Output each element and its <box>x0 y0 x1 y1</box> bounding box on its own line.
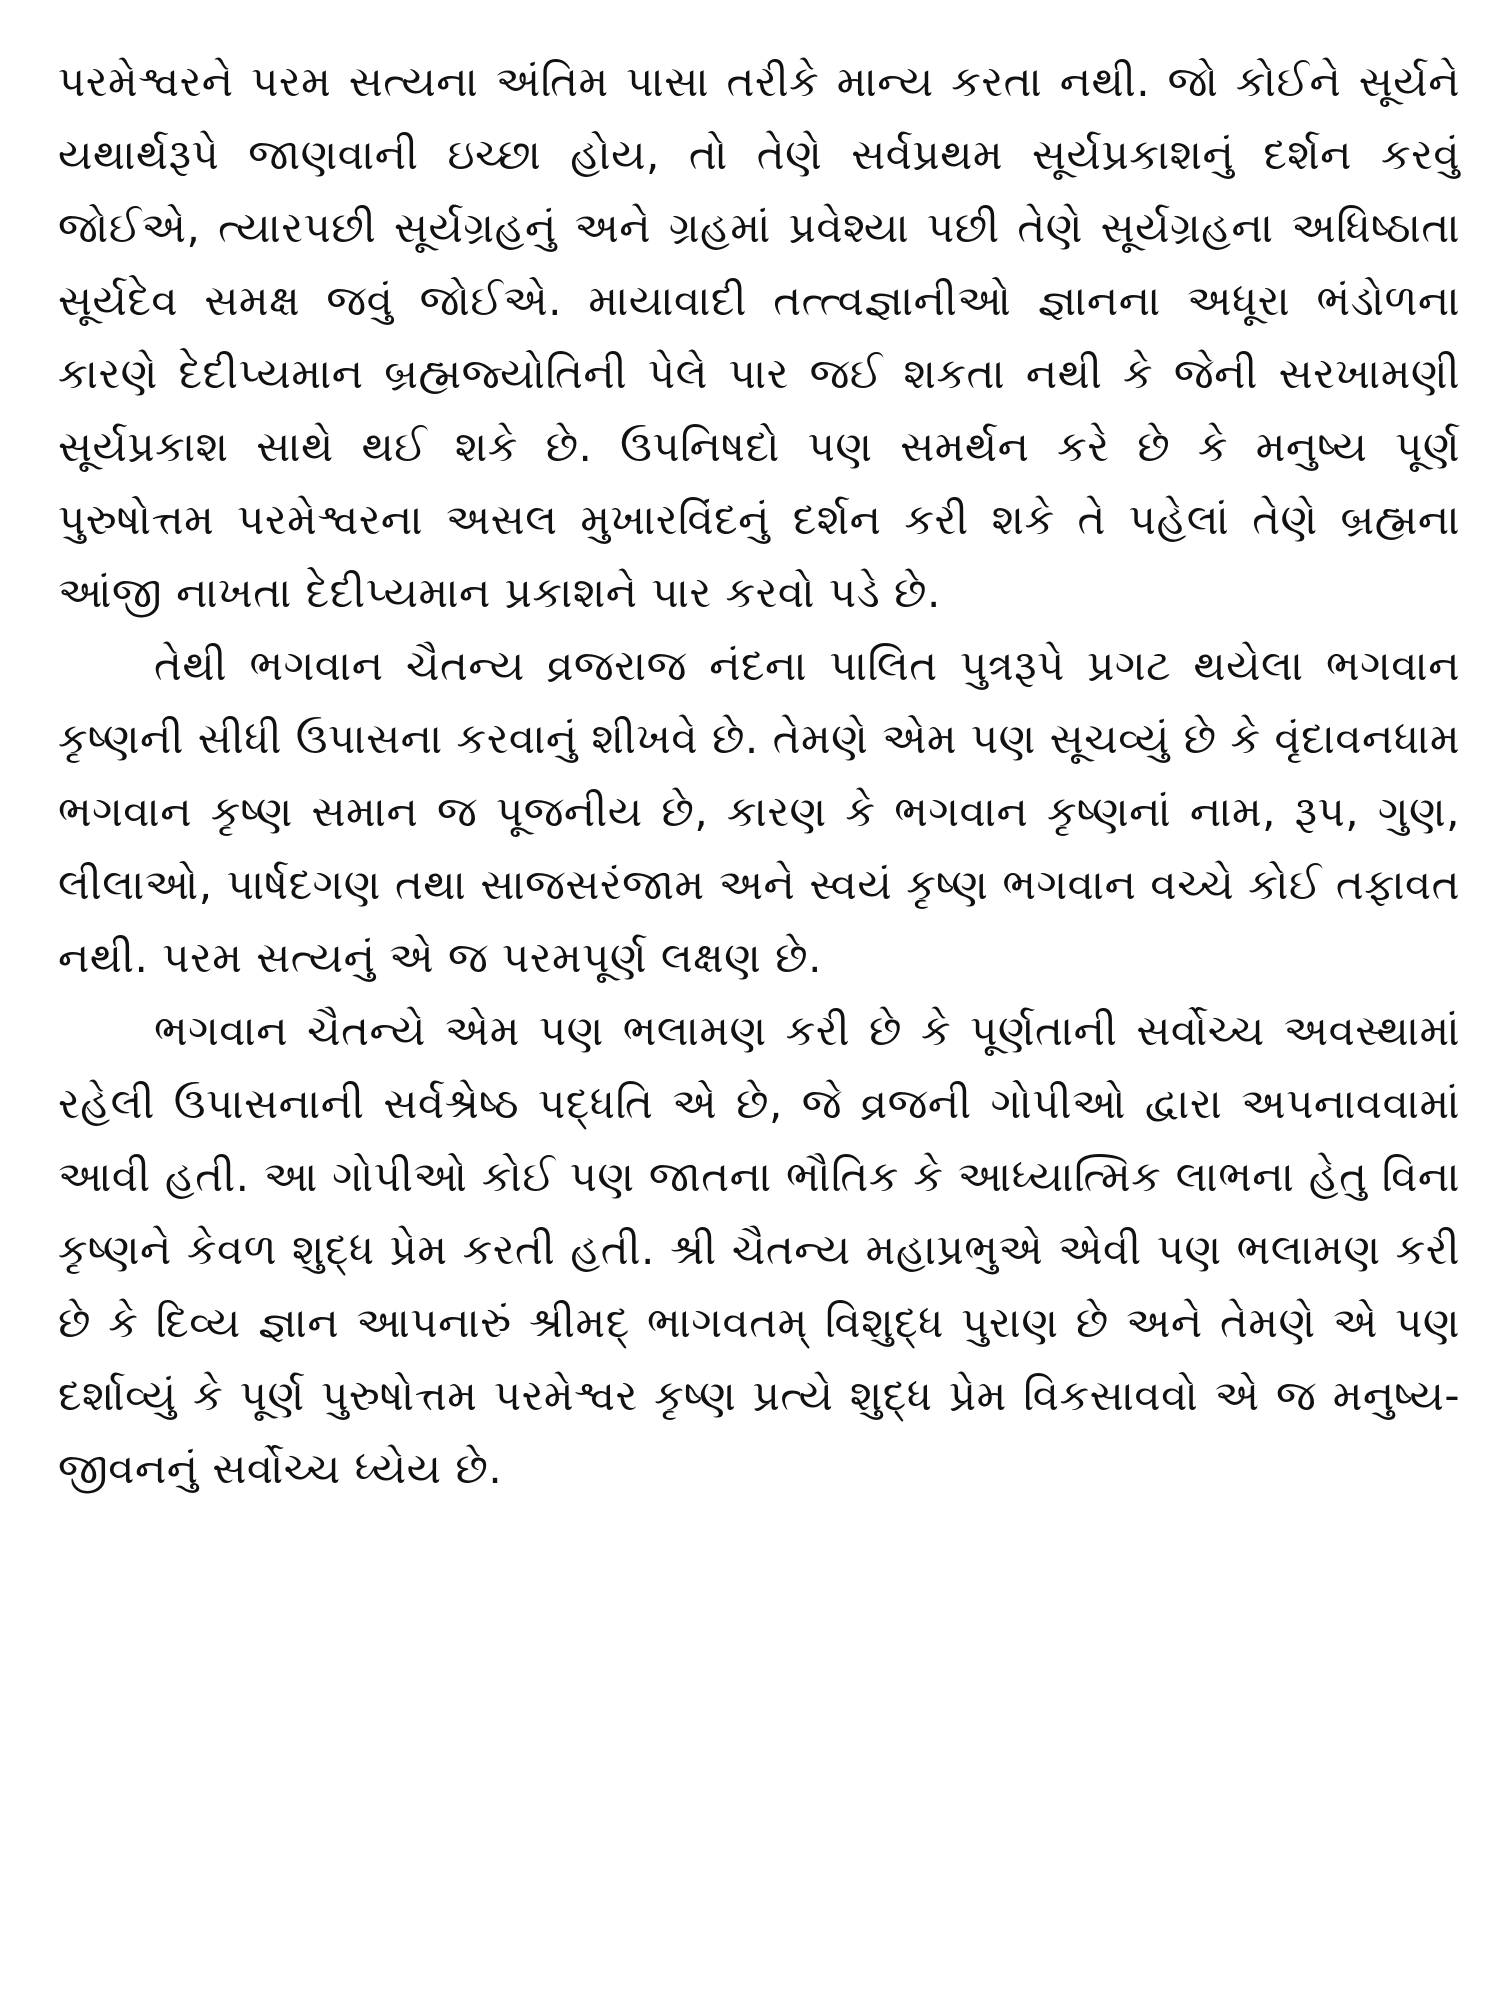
paragraph-continuation: પરમેશ્વરને પરમ સત્યના અંતિમ પાસા તરીકે માન્ય કરતા નથી. જો કોઈને સૂર્યને યથાર્થરૂપે જાણવાની ઇચ્છા હોય, તો તેણે સર્વપ્રથમ સૂર્યપ્રકાશનું દર્શન કરવું જોઈએ, ત્યારપછી સૂર્યગ્રહનું અને ગ્રહમાં પ્રવેશ્યા પછી તેણે સૂર્યગ્રહના અધિષ્ઠાતા સૂર્યદેવ સમક્ષ જવું જોઈએ. માયાવાદી તત્ત્વજ્ઞાનીઓ જ્ઞાનના અધૂરા ભંડોળના કારણે દેદીપ્યમાન બ્રહ્મજ્યોતિની પેલે પાર જઈ શકતા નથી કે જેની સરખામણી સૂર્યપ્રકાશ સાથે થઈ શકે છે. ઉપનિષદો પણ સમર્થન કરે છે કે મનુષ્ય પૂર્ણ પુરુષોત્તમ પરમેશ્વરના અસલ મુખારવિંદનું દર્શન કરી શકે તે પહેલાં તેણે બ્રહ્મના આંજી નાખતા દેદીપ્યમાન પ્રકાશને પાર કરવો પડે છે. <box>58 57 1460 617</box>
paragraph-third: ભગવાન ચૈતન્યે એમ પણ ભલામણ કરી છે કે પૂર્ણતાની સર્વોચ્ચ અવસ્થામાં રહેલી ઉપાસનાની સર્વશ્રેષ્ઠ પદ્ધતિ એ છે, જે વ્રજની ગોપીઓ દ્વારા અપનાવવામાં આવી હતી. આ ગોપીઓ કોઈ પણ જાતના ભૌતિક કે આધ્યાત્મિક લાભના હેતુ વિના કૃષ્ણને કેવળ શુદ્ધ પ્રેમ કરતી હતી. શ્રી ચૈતન્ય મહાપ્રભુએ એવી પણ ભલામણ કરી છે કે દિવ્ય જ્ઞાન આપનારું શ્રીમદ્ ભાગવતમ્ વિશુદ્ધ પુરાણ છે અને તેમણે એ પણ દર્શાવ્યું કે પૂર્ણ પુરુષોત્તમ પરમેશ્વર કૃષ્ણ પ્રત્યે શુદ્ધ પ્રેમ વિકસાવવો એ જ મનુષ્ય-જીવનનું સર્વોચ્ચ ધ્યેય છે. <box>58 1006 1460 1493</box>
paragraph-second: તેથી ભગવાન ચૈતન્ય વ્રજરાજ નંદના પાલિત પુત્રરૂપે પ્રગટ થયેલા ભગવાન કૃષ્ણની સીધી ઉપાસના કરવાનું શીખવે છે. તેમણે એમ પણ સૂચવ્યું છે કે વૃંદાવનધામ ભગવાન કૃષ્ણ સમાન જ પૂજનીય છે, કારણ કે ભગવાન કૃષ્ણનાં નામ, રૂપ, ગુણ, લીલાઓ, પાર્ષદગણ તથા સાજસરંજામ અને સ્વયં કૃષ્ણ ભગવાન વચ્ચે કોઈ તફાવત નથી. પરમ સત્યનું એ જ પરમપૂર્ણ લક્ષણ છે. <box>58 641 1460 982</box>
